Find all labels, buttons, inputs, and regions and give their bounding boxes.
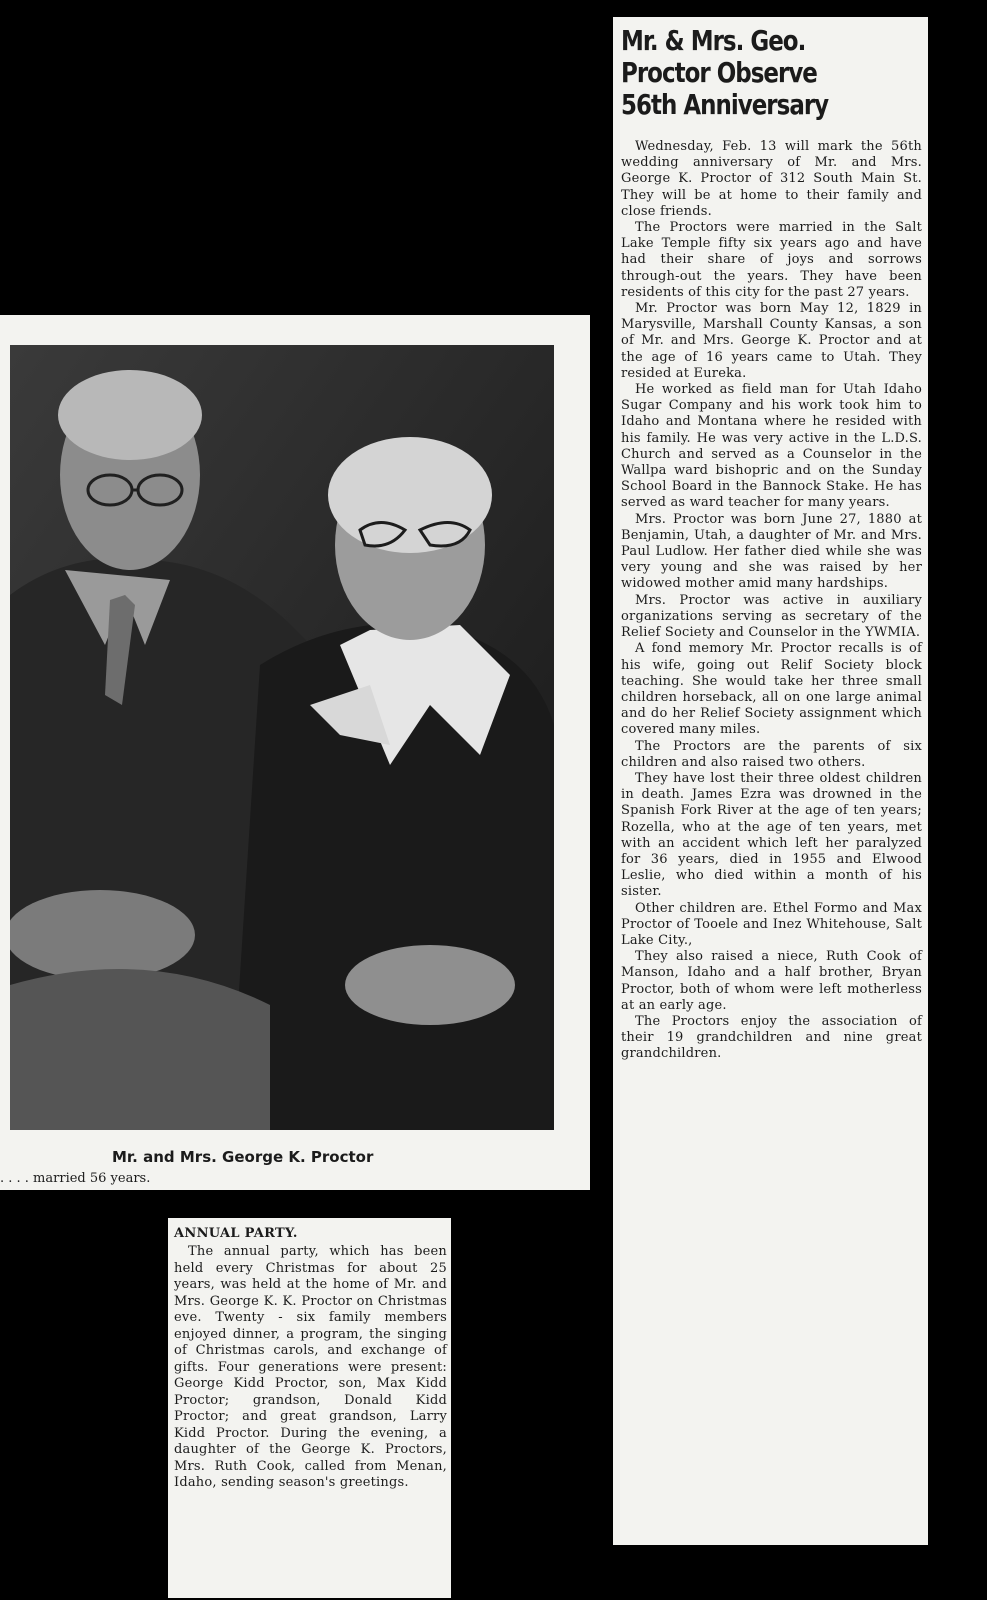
headline-line: Proctor Observe xyxy=(621,56,817,89)
article-paragraph: The Proctors enjoy the association of their 19 grandchildren and nine great grandchildren. xyxy=(621,1013,922,1062)
article-headline xyxy=(621,25,908,121)
anniversary-article xyxy=(613,17,928,1545)
photo-caption-subtitle: . . . . married 56 years. xyxy=(0,1171,151,1186)
article-paragraph: Mr. Proctor was born May 12, 1829 in Marysville, Marshall County Kansas, a son of Mr. and Mrs. George K. Proctor and at the age of 16 years came to Utah. They resided at Eureka. xyxy=(621,301,922,381)
article-paragraph: A fond memory Mr. Proctor recalls is of his wife, going out Relif Society block teaching. She would take her three small children horseback, all on one large animal and do her Relief Society assignment which covered many miles. xyxy=(621,641,922,738)
party-body: The annual party, which has been held every Christmas for about 25 years, was held at the home of Mr. and Mrs. George K. K. Proctor on Christmas eve. Twenty - six family members enjoyed dinner, a program, the singing of Christmas carols, and exchange of gifts. Four generations were present: George Kidd Proctor, son, Max Kidd Proctor; grandson, Donald Kidd Proctor; and great grandson, Larry Kidd Proctor. During the evening, a daughter of the George K. Proctors, Mrs. Ruth Cook, called from Menan, Idaho, sending season's greetings. xyxy=(174,1244,447,1490)
article-paragraph: The Proctors were married in the Salt Lake Temple fifty six years ago and have had their share of joys and sorrows through-out the years. They have been residents of this city for the past 27 years. xyxy=(621,220,922,300)
headline-line: Mr. & Mrs. Geo. xyxy=(621,24,806,57)
article-paragraph: Other children are. Ethel Formo and Max Proctor of Tooele and Inez Whitehouse, Salt Lake City., xyxy=(621,900,922,948)
article-paragraph: They also raised a niece, Ruth Cook of Manson, Idaho and a half brother, Bryan Proctor, both of whom were left motherless at an early age. xyxy=(621,949,922,1013)
couple-photograph xyxy=(10,345,554,1130)
article-paragraph: Wednesday, Feb. 13 will mark the 56th wedding anniversary of Mr. and Mrs. George K. Proctor of 312 South Main St. They will be at home to their family and close friends. xyxy=(621,139,922,219)
article-paragraph: The Proctors are the parents of six children and also raised two others. xyxy=(621,738,922,770)
article-paragraph: Mrs. Proctor was born June 27, 1880 at Benjamin, Utah, a daughter of Mr. and Mrs. Paul Ludlow. Her father died while she was very young and she was raised by her widowed mother amid many hardships. xyxy=(621,511,922,592)
article-paragraph: They have lost their three oldest children in death. James Ezra was drowned in the Spanish Fork River at the age of ten years; Rozella, who at the age of ten years, met with an accident which left her paralyzed for 36 years, died in 1955 and Elwood Leslie, who died within a month of his sister. xyxy=(621,770,922,900)
annual-party-clipping xyxy=(168,1218,451,1598)
couple-photo-illustration xyxy=(10,345,554,1130)
party-heading: ANNUAL PARTY. xyxy=(174,1226,298,1241)
photo-clipping xyxy=(0,315,590,1190)
article-paragraph: Mrs. Proctor was active in auxiliary organizations serving as secretary of the Relief Society and Counselor in the YWMIA. xyxy=(621,592,922,641)
headline-line: 56th Anniversary xyxy=(621,88,829,121)
photo-caption-title: Mr. and Mrs. George K. Proctor xyxy=(112,1148,374,1166)
article-paragraph: He worked as field man for Utah Idaho Sugar Company and his work took him to Idaho and Montana where he resided with his family. He was very active in the L.D.S. Church and served as a Counselor in the Wallpa ward bishopric and on the Sunday School Board in the Bannock Stake. He has served as ward teacher for many years. xyxy=(621,382,922,511)
